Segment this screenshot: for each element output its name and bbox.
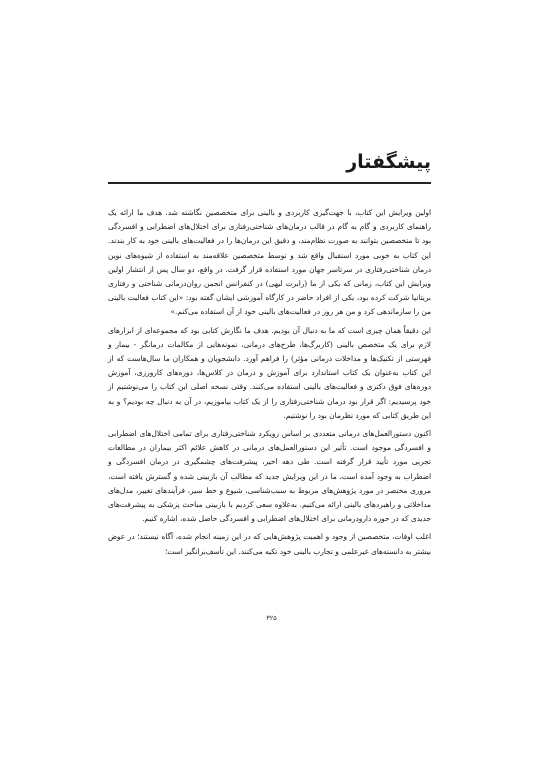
title-underline (108, 182, 431, 184)
paragraph-3: اکنون دستورالعمل‌های درمانی متعددی بر اساس رویکرد شناختی‌رفتاری برای تمامی اختلال‌های اضطرابی و افسردگی موجود است. تأثیر این دستورالعمل‌های درمانی در کاهش علائم اکثر بیماران در مطالعات تجربی مورد تأیید قرار گرفته است. طی دهه اخیر، پیشرفت‌های چشمگیری در درمان افسردگی و اضطراب به وجود آمده است، ما در این ویرایش جدید که مطالب آن بازبینی شده و گسترش یافته است، مروری مختصر در مورد پژوهش‌های مربوط به سبب‌شناسی، شیوع و خط سیر، فرآیندهای تغییر، مدل‌های مداخلاتی و راهبردهای بالینی ارائه می‌کنیم. به‌علاوه سعی کردیم با بازبینی مباحث پزشکی به پیشرفت‌های جدیدی که در حوزه دارودرمانی برای اختلال‌های اضطرابی و افسردگی حاصل شده، اشاره کنیم. (108, 429, 431, 524)
paragraph-1: اولین ویرایش این کتاب، با جهت‌گیری کاربردی و بالینی برای متخصصین نگاشته شد. هدف ما ارائه یک راهنمای کاربردی و گام به گام در قالب درمان‌های شناختی‌رفتاری برای اختلال‌های اضطرابی و افسردگی بود تا متخصصین بتوانند به صورت نظام‌مند، و دقیق این درمان‌ها را در فعالیت‌های بالینی خود به کار بندند. این کتاب به خوبی مورد استقبال واقع شد و توسط متخصصین علاقه‌مند به استفاده از شیوه‌های نوین درمان شناختی‌رفتاری در سرتاسر جهان مورد استفاده قرار گرفت. در واقع، دو سال پس از انتشار اولین ویرایش این کتاب، زمانی که یکی از ما (رابرت لیهی) در کنفرانس انجمن روان‌درمانی شناختی و رفتاری بریتانیا شرکت کرده بود، یکی از افراد حاضر در کارگاه آموزشی ایشان گفته بود: «این کتاب فعالیت بالینی من را سازماندهی کرد و من هر روز در فعالیت‌های بالینی خود از آن استفاده می‌کنم.» (108, 208, 431, 317)
chapter-title: پیشگفتار (346, 151, 431, 173)
chapter-heading (108, 150, 431, 184)
body-text (108, 206, 431, 563)
paragraph-4: اغلب اوقات، متخصصین از وجود و اهمیت پژوهش‌هایی که در این زمینه انجام شده، آگاه نیستند؛ در عوض بیشتر به دانسته‌های غیرعلمی و تجارب بالینی خود تکیه می‌کنند. این تأسف‌برانگیز است؛ (108, 532, 431, 556)
paragraph-2: این دقیقاً همان چیزی است که ما به دنبال آن بودیم. هدف ما نگارش کتابی بود که مجموعه‌ای از ابزارهای لازم برای یک متخصص بالینی (کاربرگ‌ها، طرح‌های درمانی، نمونه‌هایی از مکالمات درمانگر - بیمار و فهرستی از تکنیک‌ها و مداخلات درمانی مؤثر) را فراهم آورد. دانشجویان و همکاران ما سال‌هاست که از این کتاب به‌عنوان یک کتاب استاندارد برای آموزش و درمان در کلاس‌ها، دوره‌های کارورزی، آموزش دوره‌های فوق دکتری و فعالیت‌های بالینی استفاده می‌کنند. وقتی نسخه اصلی این کتاب را می‌نوشتیم از خود پرسیدیم: اگر قرار بود درمان شناختی‌رفتاری را از یک کتاب بیاموزیم، در آن به دنبال چه بودیم؟ و به این طریق کتابی که مورد نظرمان بود را نوشتیم. (108, 325, 431, 420)
page-number: ۳۲۵ (266, 614, 277, 622)
